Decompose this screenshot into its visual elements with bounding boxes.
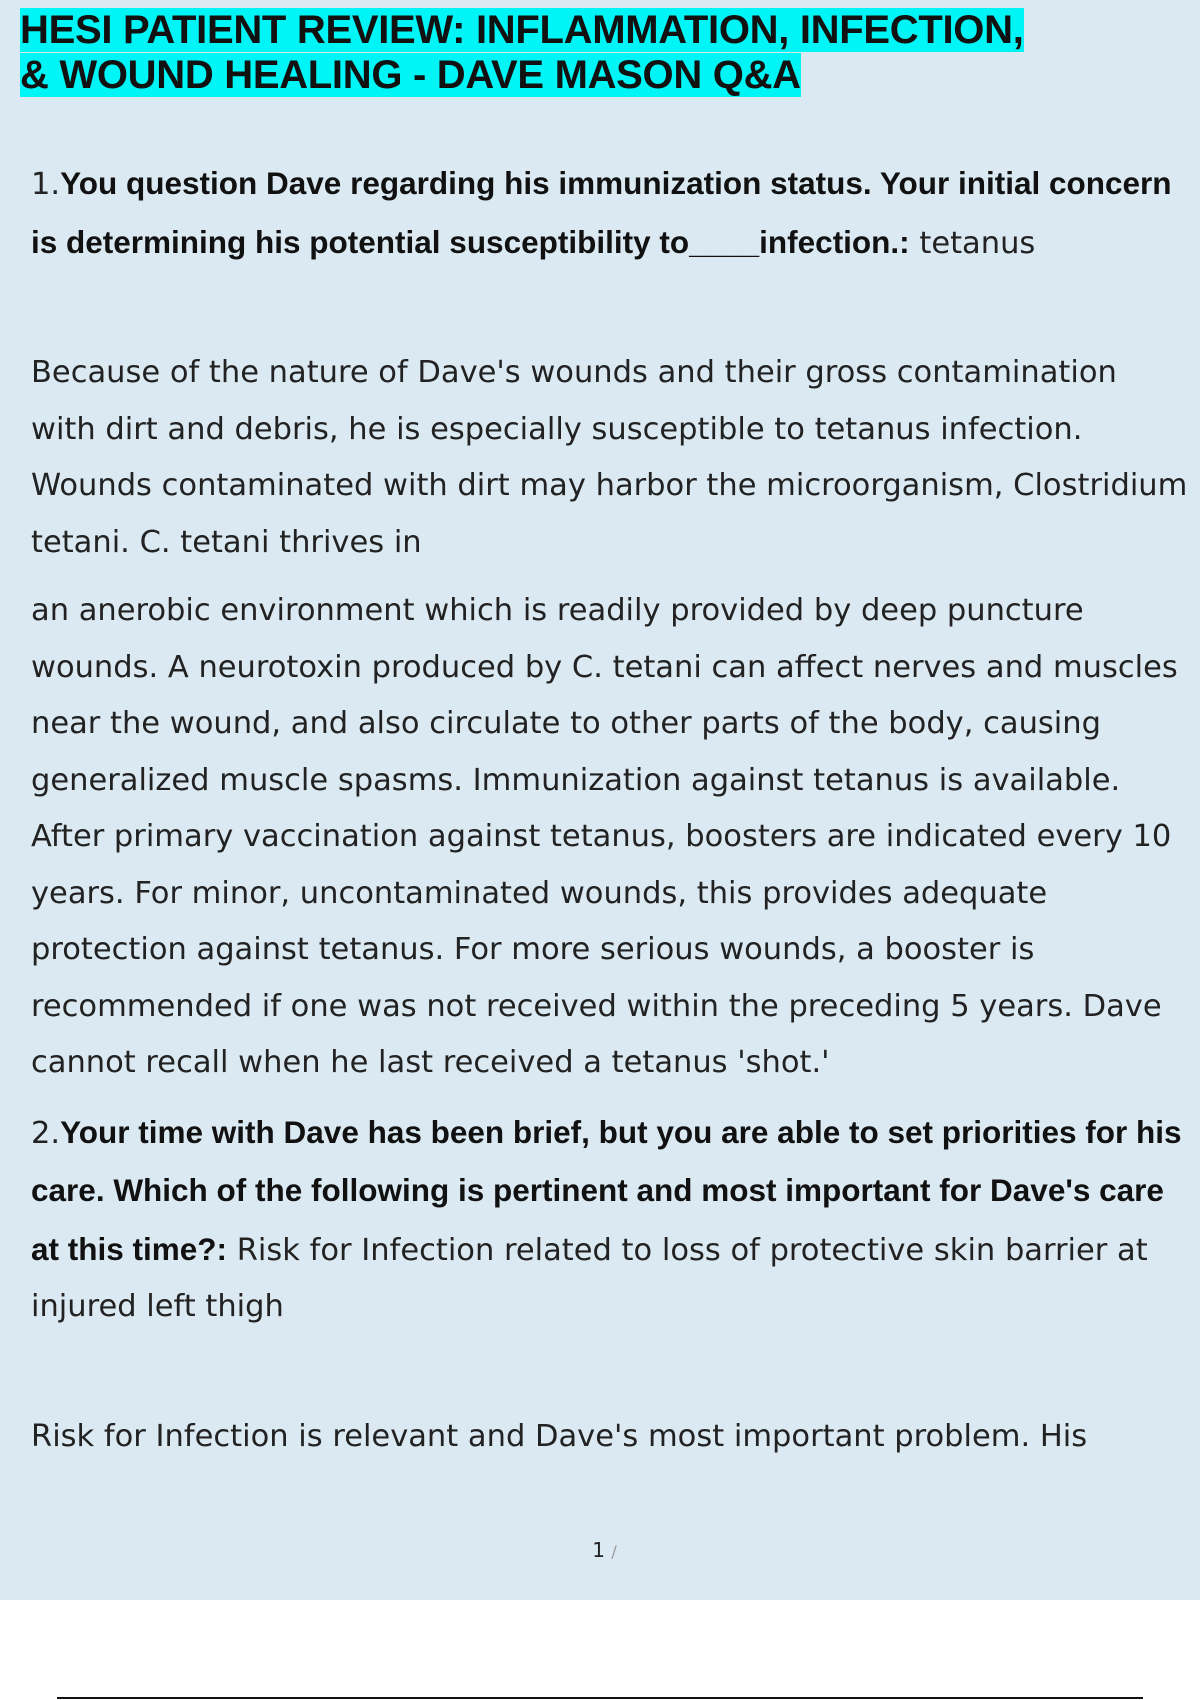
question-text: You question Dave regarding his immunization status. Your initial concern is determining his potential susceptibility to bbox=[31, 165, 1172, 260]
rationale-paragraph: an anerobic environment which is readily provided by deep puncture wounds. A neurotoxin produced by C. tetani can affect nerves and muscles near the wound, and also circulate to other parts of the body, causing generalized muscle spasms. Immunization against tetanus is available. After primary vaccination against tetanus, boosters are indicated every 10 years. For minor, uncontaminated wounds, this provides adequate protection against tetanus. For more serious wounds, a booster is recommended if one was not received within the preceding 5 years. Dave cannot recall when he last received a tetanus 'shot.' bbox=[31, 593, 1178, 1080]
question-blank: ____ bbox=[689, 223, 760, 260]
document-title bbox=[20, 8, 1024, 98]
title-line-1: HESI PATIENT REVIEW: INFLAMMATION, INFECTION, bbox=[20, 8, 1024, 52]
question-1 bbox=[31, 155, 1191, 272]
question-number: 2. bbox=[31, 1115, 61, 1151]
answer-text: tetanus bbox=[909, 225, 1036, 261]
question-number: 1. bbox=[31, 167, 61, 202]
document-body bbox=[31, 155, 1191, 1465]
question-text: Your time with Dave has been brief, but you are able to set priorities for his care. Which of the following is pertinent and most important for Dave's care at this time?: bbox=[31, 1113, 1182, 1267]
page-number-separator: / bbox=[611, 1542, 617, 1561]
rationale-paragraph: Because of the nature of Dave's wounds and their gross contamination with dirt and debris, he is especially susceptible to tetanus infection. Wounds contaminated with dirt may harbor the microorganism, Clostridium tetani. C. tetani thrives in bbox=[31, 355, 1188, 560]
question-2 bbox=[31, 1104, 1191, 1336]
rationale-paragraph: Risk for Infection is relevant and Dave's most important problem. His bbox=[31, 1418, 1088, 1454]
footer-divider bbox=[57, 1697, 1143, 1699]
question-text-end: infection.: bbox=[759, 223, 910, 260]
page-number bbox=[0, 1538, 1200, 1562]
title-line-2: & WOUND HEALING - DAVE MASON Q&A bbox=[20, 53, 801, 97]
answer-text: Risk for Infection related to loss of protective skin barrier at injured left thigh bbox=[31, 1232, 1148, 1324]
page-number-value: 1 bbox=[592, 1538, 605, 1562]
